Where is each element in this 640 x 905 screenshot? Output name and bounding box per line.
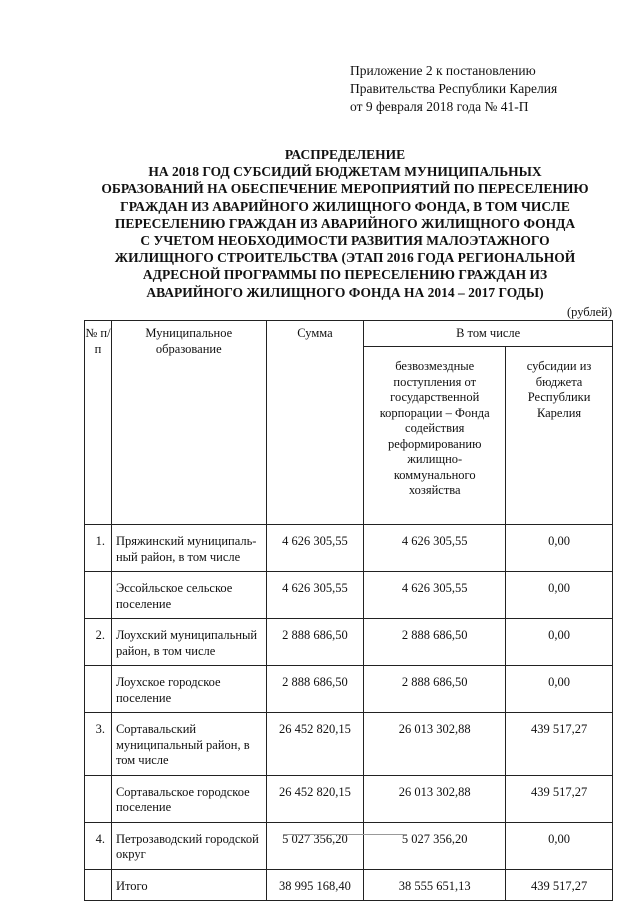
row-republic-subsidy: 0,00: [506, 619, 613, 666]
header-sum: Сумма: [266, 321, 364, 525]
row-fond-amount: 26 013 302,88: [364, 713, 506, 776]
row-sum: 38 995 168,40: [266, 869, 364, 901]
row-number: 1.: [85, 525, 112, 572]
title-line: НА 2018 ГОД СУБСИДИЙ БЮДЖЕТАМ МУНИЦИПАЛЬНЫХ: [148, 164, 542, 180]
row-number: [85, 775, 112, 822]
title-line: ПЕРЕСЕЛЕНИЮ ГРАЖДАН ИЗ АВАРИЙНОГО ЖИЛИЩНОГО ФОНДА: [114, 215, 576, 231]
row-number: 4.: [85, 822, 112, 869]
row-sum: 4 626 305,55: [266, 525, 364, 572]
row-fond-amount: 2 888 686,50: [364, 619, 506, 666]
appendix-line: от 9 февраля 2018 года № 41-П: [350, 99, 529, 114]
row-municipality: Пряжинский муниципаль-ный район, в том числе: [111, 525, 266, 572]
table-row: [85, 869, 613, 901]
row-number: 3.: [85, 713, 112, 776]
table-row: [85, 619, 613, 666]
end-divider: [285, 834, 407, 835]
row-republic-subsidy: 439 517,27: [506, 775, 613, 822]
table-row: [85, 713, 613, 776]
row-republic-subsidy: 0,00: [506, 822, 613, 869]
title-line: АДРЕСНОЙ ПРОГРАММЫ ПО ПЕРЕСЕЛЕНИЮ ГРАЖДАН ИЗ: [142, 267, 548, 283]
table-row: [85, 775, 613, 822]
table-row: [85, 525, 613, 572]
row-sum: 26 452 820,15: [266, 775, 364, 822]
title-line: С УЧЕТОМ НЕОБХОДИМОСТИ РАЗВИТИЯ МАЛОЭТАЖНОГО: [140, 233, 550, 249]
table-header-row: [85, 321, 613, 347]
header-including: В том числе: [364, 321, 613, 347]
row-republic-subsidy: 439 517,27: [506, 713, 613, 776]
row-number: [85, 572, 112, 619]
row-republic-subsidy: 0,00: [506, 572, 613, 619]
row-fond-amount: 5 027 356,20: [364, 822, 506, 869]
distribution-table: [84, 320, 613, 901]
row-number: [85, 869, 112, 901]
row-republic-subsidy: 0,00: [506, 666, 613, 713]
header-name: Муниципальное образование: [111, 321, 266, 525]
row-fond-amount: 4 626 305,55: [364, 525, 506, 572]
appendix-line: Правительства Республики Карелия: [350, 81, 558, 96]
row-republic-subsidy: 439 517,27: [506, 869, 613, 901]
row-sum: 2 888 686,50: [266, 619, 364, 666]
row-republic-subsidy: 0,00: [506, 525, 613, 572]
row-number: 2.: [85, 619, 112, 666]
row-municipality: Сортавальское городское поселение: [111, 775, 266, 822]
title-line: ЖИЛИЩНОГО СТРОИТЕЛЬСТВА (ЭТАП 2016 ГОДА РЕГИОНАЛЬНОЙ: [114, 250, 576, 266]
title-line: ГРАЖДАН ИЗ АВАРИЙНОГО ЖИЛИЩНОГО ФОНДА, В ТОМ ЧИСЛЕ: [120, 198, 570, 214]
currency-unit: (рублей): [566, 305, 612, 319]
row-municipality: Эссойльское сельское поселение: [111, 572, 266, 619]
row-municipality: Сортавальский муниципальный район, в том числе: [111, 713, 266, 776]
title-line: АВАРИЙНОГО ЖИЛИЩНОГО ФОНДА НА 2014 – 2017 ГОДЫ): [146, 284, 544, 300]
appendix-note: [350, 62, 557, 116]
row-fond-amount: 38 555 651,13: [364, 869, 506, 901]
row-sum: 2 888 686,50: [266, 666, 364, 713]
row-number: [85, 666, 112, 713]
header-num: № п/п: [85, 321, 112, 525]
table-row: [85, 666, 613, 713]
row-fond-amount: 4 626 305,55: [364, 572, 506, 619]
row-municipality: Петрозаводский городской округ: [111, 822, 266, 869]
title-line: РАСПРЕДЕЛЕНИЕ: [284, 147, 406, 162]
row-municipality: Итого: [111, 869, 266, 901]
row-sum: 26 452 820,15: [266, 713, 364, 776]
row-fond-amount: 2 888 686,50: [364, 666, 506, 713]
row-municipality: Лоухское городское поселение: [111, 666, 266, 713]
header-republic-budget: субсидии из бюджета Республики Карелия: [506, 347, 613, 525]
row-sum: 5 027 356,20: [266, 822, 364, 869]
row-municipality: Лоухский муниципальный район, в том числе: [111, 619, 266, 666]
appendix-line: Приложение 2 к постановлению: [350, 63, 536, 78]
header-fond: безвозмездные поступления от государственной корпорации – Фонда содействия реформированию жилищно-коммунального хозяйства: [364, 347, 506, 525]
table-row: [85, 572, 613, 619]
row-fond-amount: 26 013 302,88: [364, 775, 506, 822]
document-title: [60, 146, 630, 301]
row-sum: 4 626 305,55: [266, 572, 364, 619]
table-row: [85, 822, 613, 869]
title-line: ОБРАЗОВАНИЙ НА ОБЕСПЕЧЕНИЕ МЕРОПРИЯТИЙ ПО ПЕРЕСЕЛЕНИЮ: [101, 181, 589, 197]
